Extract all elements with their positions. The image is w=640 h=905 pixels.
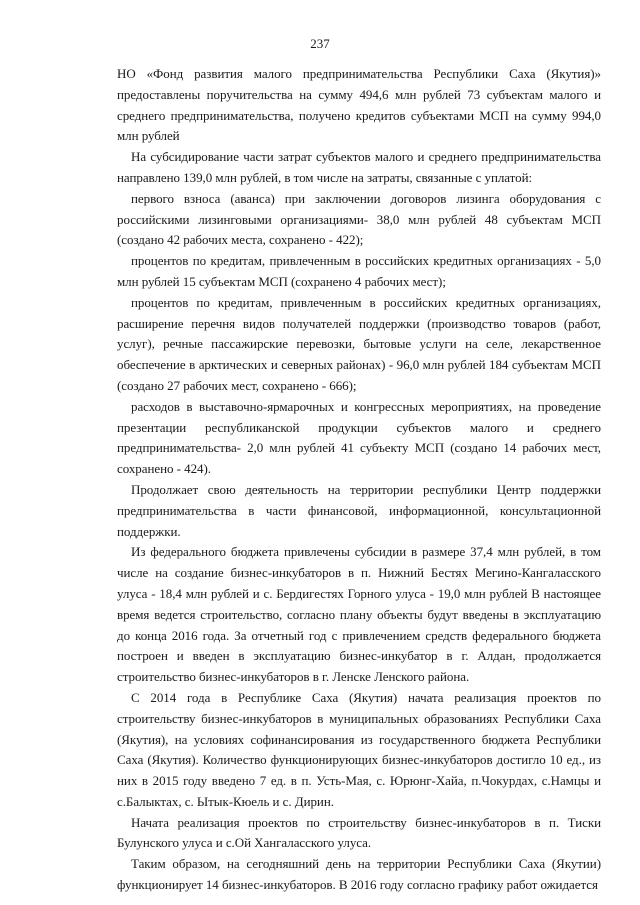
page-number: 237 (310, 36, 330, 51)
paragraph-summary: Таким образом, на сегодняшний день на территории Республики Саха (Якутии) функционирует 14 бизнес-инкубаторов. В 2016 году согласно графику работ ожидается (117, 856, 601, 893)
paragraph-exhibition-expenses: расходов в выставочно-ярмарочных и конгрессных мероприятиях, на проведение презентации республиканской продукции субъектов малого и среднего предпринимательства- 2,0 млн рублей 41 субъекту МСП (создано 14 рабочих мест, сохранено - 424). (117, 398, 601, 477)
paragraph-support-center: Продолжает свою деятельность на территории республики Центр поддержки предпринимательства в части финансовой, информационной, консультационной поддержки. (117, 481, 601, 539)
paragraph-leasing-first-payment: первого взноса (аванса) при заключении договоров лизинга оборудования с российскими лизинговыми организациями- 38,0 млн рублей 48 субъектам МСП (создано 42 рабочих места, сохранено - 422); (117, 190, 601, 248)
paragraph-credit-interest-extended: процентов по кредитам, привлеченным в российских кредитных организациях, расширение перечня видов получателей поддержки (производство товаров (работ, услуг), речные пассажирские перевозки, бытовые услуги на селе, лекарственное обеспечение в арктических и северных районах) - 96,0 млн рублей 184 субъектам МСП (создано 27 рабочих мест, сохранено - 666); (117, 294, 601, 393)
paragraph-credit-interest: процентов по кредитам, привлеченным в российских кредитных организациях - 5,0 млн рублей 15 субъектам МСП (сохранено 4 рабочих мест); (117, 253, 601, 289)
paragraph-incubator-construction: С 2014 года в Республике Саха (Якутия) начата реализация проектов по строительству бизнес-инкубаторов в муниципальных образованиях Республики Саха (Якутия), на условиях софинансирования из государственного бюджета Республики Саха (Якутия). Количество функционирующих бизнес-инкубаторов достигло 10 ед., из них в 2015 году введено 7 ед. в п. Усть-Мая, с. Юрюнг-Хайа, п.Чокурдах, с.Намцы и с.Балыктах, с. Ытык-Кюель и с. Дирин. (117, 689, 601, 809)
paragraph-fund-guarantees: НО «Фонд развития малого предпринимательства Республики Саха (Якутия)» предоставлены поручительства на сумму 494,6 млн рублей 73 субъектам малого и среднего предпринимательства, получено кредитов субъектами МСП на сумму 994,0 млн рублей (117, 66, 601, 144)
paragraph-federal-budget: Из федерального бюджета привлечены субсидии в размере 37,4 млн рублей, в том числе на создание бизнес-инкубаторов в п. Нижний Бестях Мегино-Кангаласского улуса - 18,4 млн рублей и с. Бердигестях Горного улуса - 19,0 млн рублей В настоящее время ведется строительство, согласно плану объекты будут введены в эксплуатацию до конца 2016 года. За отчетный год с привлечением средств федерального бюджета построен и введен в эксплуатацию бизнес-инкубатор в г. Алдан, продолжается строительство бизнес-инкубаторов в г. Ленске Ленского района. (117, 544, 601, 685)
paragraph-subsidies-intro: На субсидирование части затрат субъектов малого и среднего предпринимательства направлено 139,0 млн рублей, в том числе на затраты, связанные с уплатой: (117, 149, 601, 185)
paragraph-new-projects: Начата реализация проектов по строительству бизнес-инкубаторов в п. Тиски Булунского улуса и с.Ой Хангаласского улуса. (117, 814, 601, 851)
document-body (117, 64, 601, 896)
